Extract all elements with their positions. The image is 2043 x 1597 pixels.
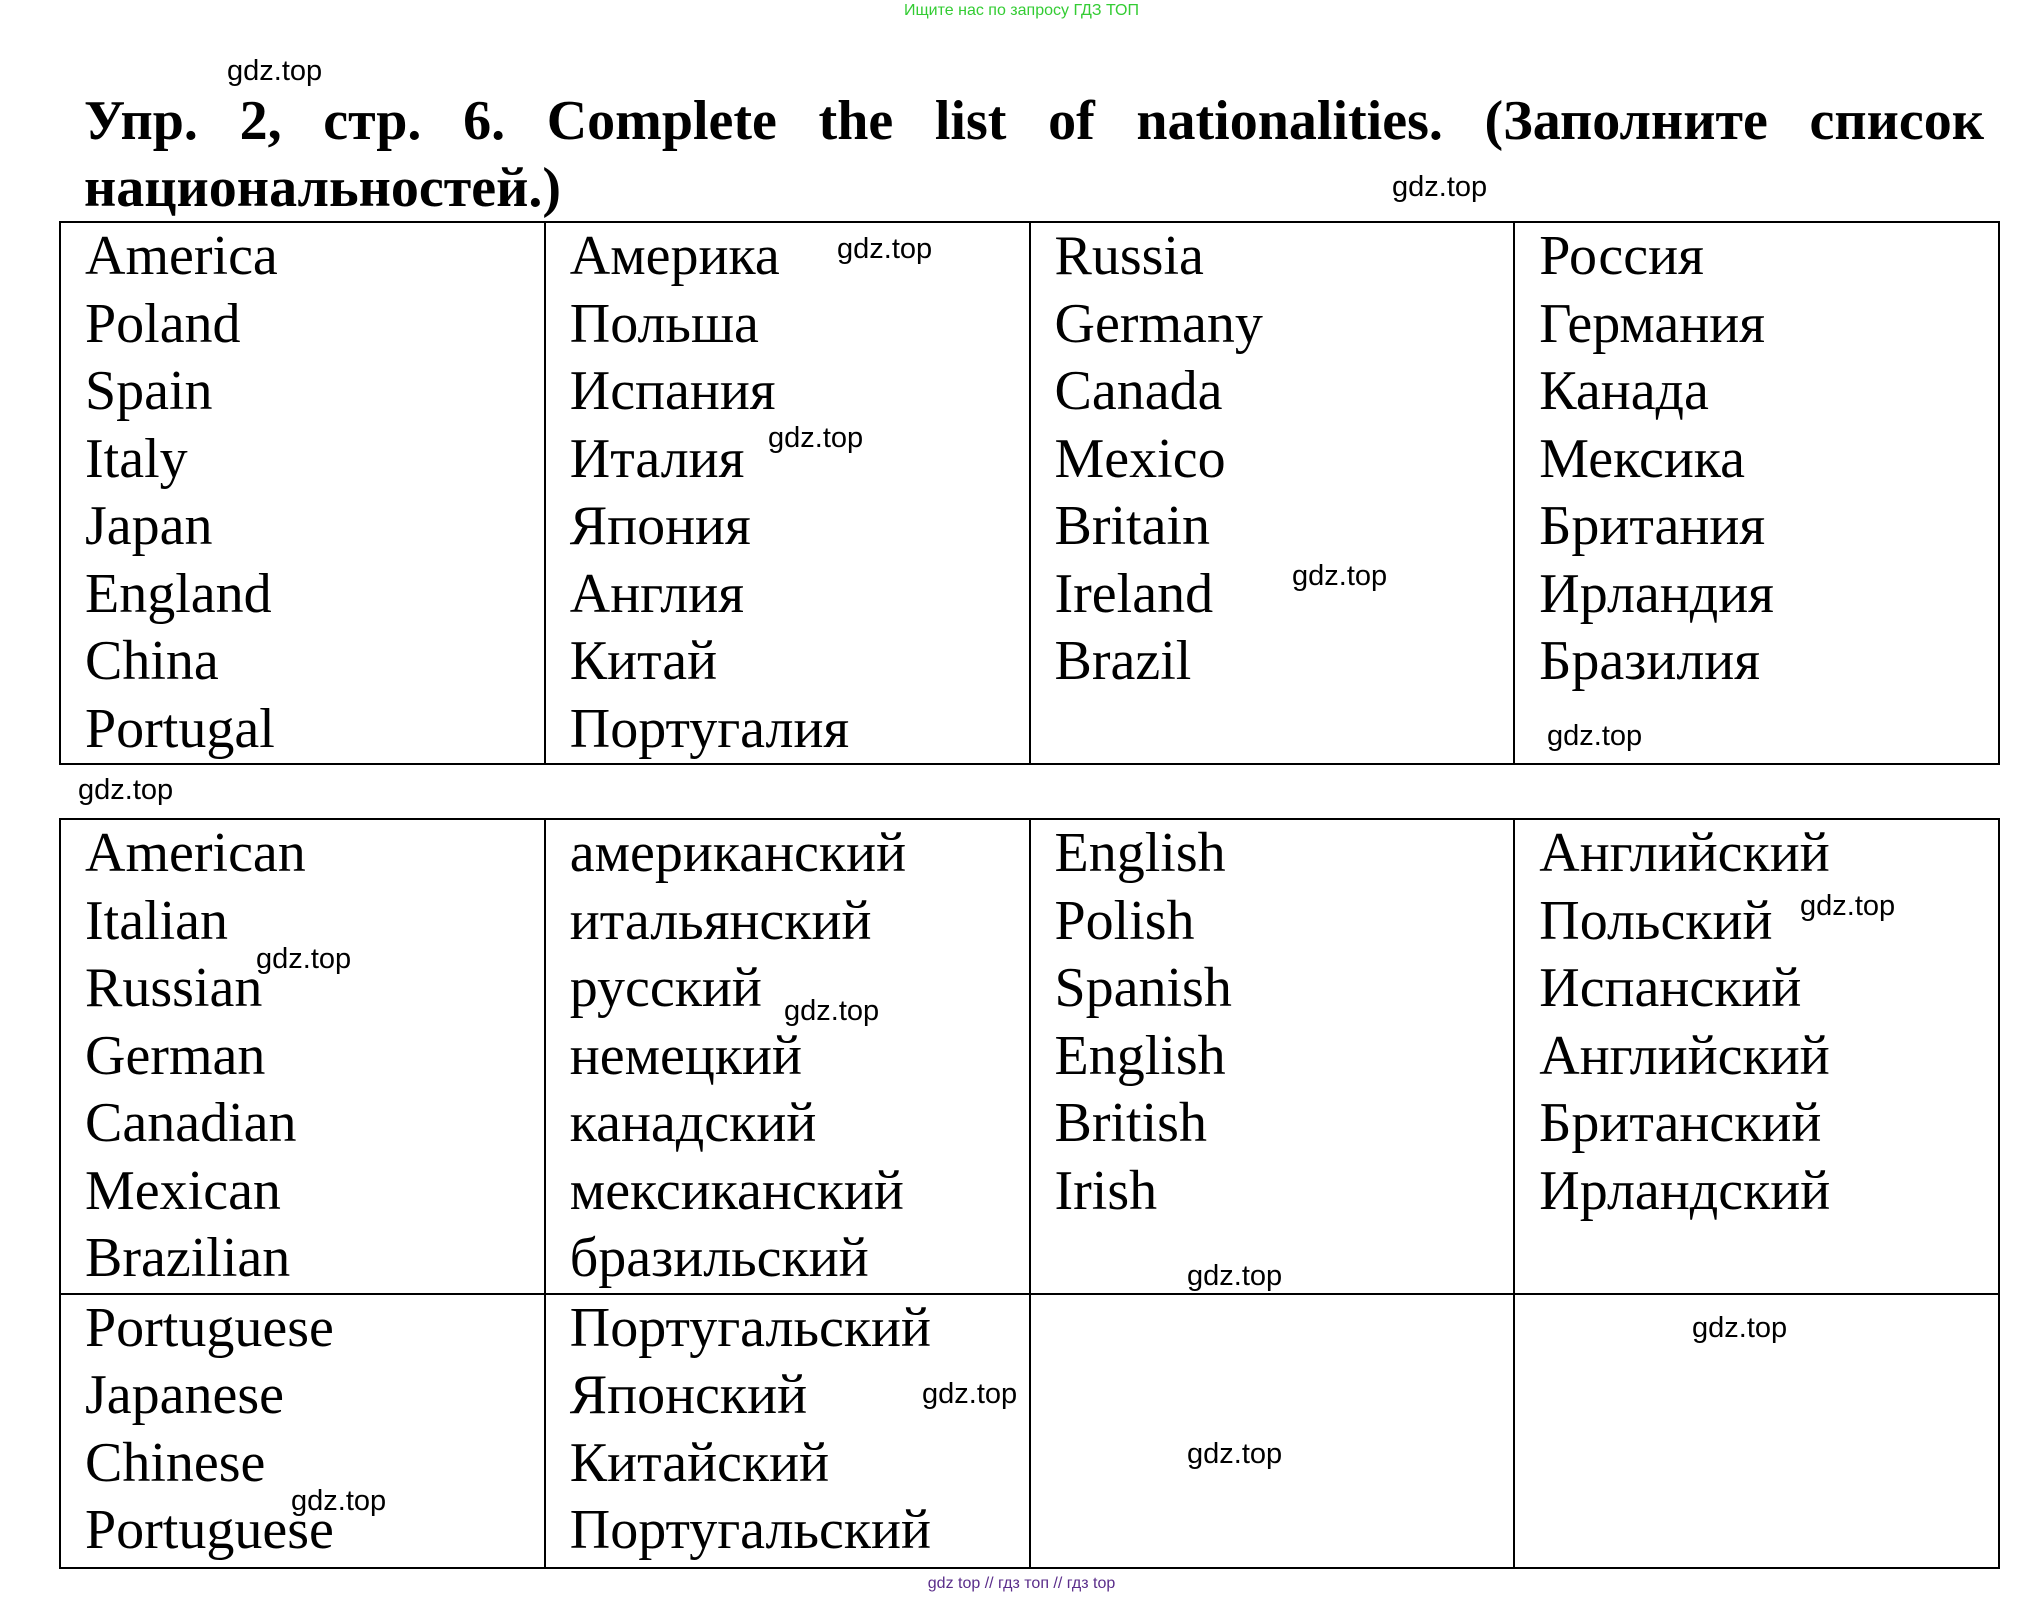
- cell-word: Америка: [569, 225, 780, 287]
- watermark: gdz.top: [1800, 890, 1896, 922]
- cell-word: English: [1054, 1024, 1226, 1087]
- cell-word: Brazilian: [85, 1227, 291, 1289]
- cell-word: Японский: [569, 1364, 808, 1426]
- cell-word: Portuguese: [85, 1499, 334, 1561]
- cell-word: Canadian: [85, 1092, 297, 1154]
- nationalities-r1-col-3: [1030, 819, 1515, 1294]
- countries-col-2: [545, 222, 1030, 764]
- table-row: [60, 222, 1999, 764]
- countries-table: [59, 221, 2000, 765]
- cell-word: Португальский: [569, 1499, 931, 1561]
- cell-word: Канада: [1539, 360, 1709, 422]
- cell-word: Japan: [85, 495, 213, 557]
- watermark: gdz.top: [837, 233, 933, 265]
- cell-word: Английский: [1539, 1024, 1830, 1087]
- cell-word: British: [1054, 1092, 1207, 1154]
- cell-word: Испанский: [1539, 957, 1802, 1019]
- nationalities-r2-col-3: [1030, 1294, 1515, 1568]
- cell-word: Бразилия: [1539, 630, 1761, 692]
- cell-word: Португальский: [569, 1296, 931, 1359]
- countries-col-4: [1514, 222, 1999, 764]
- watermark: gdz.top: [1692, 1312, 1788, 1344]
- cell-word: Spain: [85, 360, 213, 422]
- nationalities-r2-col-2: [545, 1294, 1030, 1568]
- cell-word: Mexican: [85, 1159, 281, 1222]
- cell-word: Japanese: [85, 1364, 285, 1426]
- nationalities-r1-col-2: [545, 819, 1030, 1294]
- nationalities-r1-col-4: [1514, 819, 1999, 1294]
- cell-word: Ирландия: [1539, 562, 1774, 625]
- cell-word: канадский: [569, 1092, 817, 1154]
- table-row: [60, 819, 1999, 1294]
- cell-word: Англия: [569, 562, 744, 625]
- exercise-title: Упр. 2, стр. 6. Complete the list of nationalities. (Заполните список национальностей.): [84, 90, 1984, 219]
- cell-word: Английский: [1539, 822, 1830, 884]
- cell-word: Китай: [569, 630, 718, 692]
- cell-word: England: [85, 562, 272, 625]
- cell-word: Russia: [1054, 225, 1204, 287]
- cell-word: мексиканский: [569, 1159, 904, 1222]
- watermark: gdz.top: [768, 422, 864, 454]
- cell-word: Польский: [1539, 889, 1773, 952]
- cell-word: Португалия: [569, 697, 850, 760]
- cell-word: русский: [569, 957, 762, 1019]
- nationalities-table: [59, 818, 2000, 1569]
- watermark: gdz.top: [256, 943, 352, 975]
- cell-word: Япония: [569, 495, 751, 557]
- cell-word: Canada: [1054, 360, 1223, 422]
- cell-word: Irish: [1054, 1159, 1158, 1222]
- cell-word: Британский: [1539, 1092, 1822, 1154]
- cell-word: Россия: [1539, 225, 1704, 287]
- cell-word: Испания: [569, 360, 776, 422]
- cell-word: Britain: [1054, 495, 1211, 557]
- cell-word: German: [85, 1024, 266, 1087]
- cell-word: America: [85, 225, 278, 287]
- cell-word: Polish: [1054, 889, 1195, 952]
- watermark: gdz.top: [227, 55, 323, 87]
- watermark: gdz.top: [1292, 560, 1388, 592]
- cell-word: Mexico: [1054, 427, 1226, 490]
- cell-word: Chinese: [85, 1431, 266, 1494]
- cell-word: Мексика: [1539, 427, 1746, 490]
- nationalities-r1-col-1: [60, 819, 545, 1294]
- cell-word: Germany: [1054, 292, 1263, 355]
- cell-word: Portugal: [85, 697, 275, 760]
- cell-word: Russian: [85, 957, 263, 1019]
- watermark: gdz.top: [1187, 1260, 1283, 1292]
- cell-word: итальянский: [569, 889, 872, 952]
- watermark: gdz.top: [1187, 1438, 1283, 1470]
- watermark: gdz.top: [922, 1378, 1018, 1410]
- nationalities-r2-col-1: [60, 1294, 545, 1568]
- top-banner: Ищите нас по запросу ГДЗ ТОП: [904, 2, 1139, 19]
- countries-col-1: [60, 222, 545, 764]
- cell-word: Италия: [569, 427, 745, 490]
- cell-word: Польша: [569, 292, 759, 355]
- cell-word: Poland: [85, 292, 241, 355]
- cell-word: Ирландский: [1539, 1159, 1831, 1222]
- cell-word: Британия: [1539, 495, 1766, 557]
- countries-col-3: [1030, 222, 1515, 764]
- watermark: gdz.top: [784, 995, 880, 1027]
- bottom-banner: gdz top // гдз топ // гдз top: [927, 1575, 1116, 1592]
- cell-word: Ireland: [1054, 562, 1214, 625]
- cell-word: Китайский: [569, 1431, 830, 1494]
- cell-word: Italian: [85, 889, 229, 952]
- cell-word: Italy: [85, 427, 188, 490]
- cell-word: Германия: [1539, 292, 1765, 355]
- cell-word: Brazil: [1054, 630, 1192, 692]
- cell-word: Portuguese: [85, 1296, 334, 1359]
- cell-word: американский: [569, 822, 907, 884]
- cell-word: Spanish: [1054, 957, 1232, 1019]
- cell-word: немецкий: [569, 1024, 802, 1087]
- cell-word: American: [85, 822, 306, 884]
- watermark: gdz.top: [1392, 171, 1488, 203]
- cell-word: English: [1054, 822, 1226, 884]
- watermark: gdz.top: [78, 774, 174, 806]
- watermark: gdz.top: [1547, 720, 1643, 752]
- watermark: gdz.top: [291, 1485, 387, 1517]
- cell-word: бразильский: [569, 1227, 869, 1289]
- cell-word: China: [85, 630, 219, 692]
